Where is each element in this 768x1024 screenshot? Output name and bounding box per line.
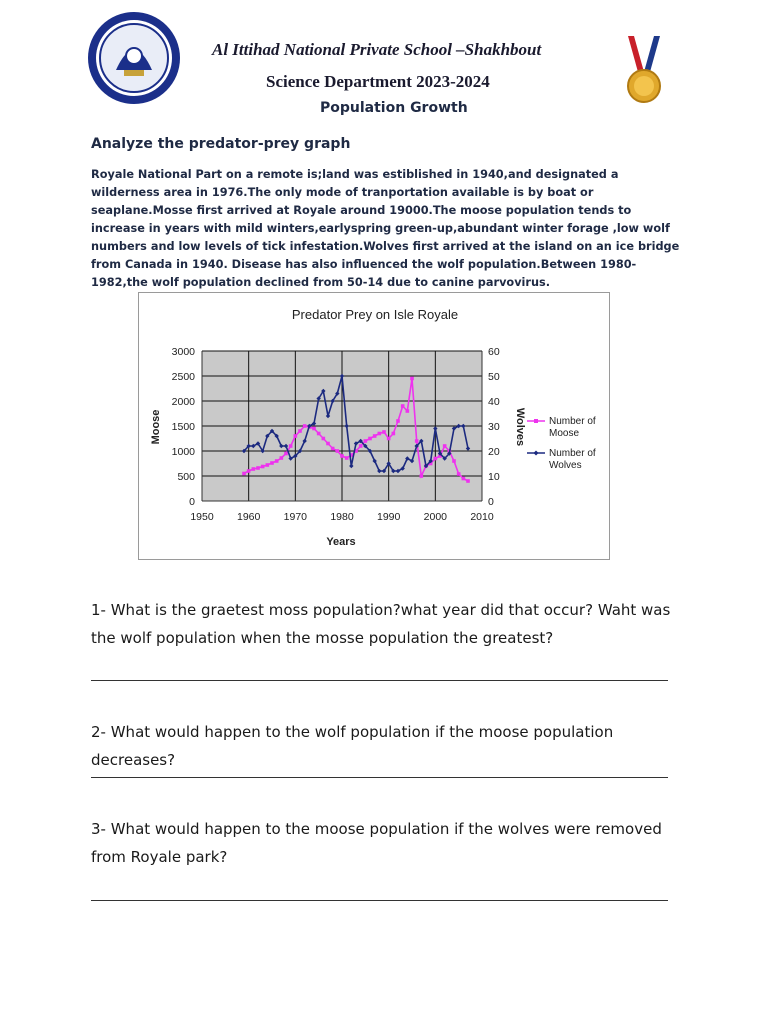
question-3: 3- What would happen to the moose population if the wolves were removed from Royale park? [91,820,662,866]
chart-title: Predator Prey on Isle Royale [291,307,459,322]
moose-point [312,427,316,431]
moose-point [322,437,326,441]
chart-svg [139,293,609,559]
legend-label: Number of [549,416,596,427]
moose-point [406,409,410,413]
school-name: Al Ittihad National Private School –Shakhbout [212,40,542,59]
moose-point [242,472,246,476]
moose-point [401,404,405,408]
moose-point [368,437,372,441]
answer-line-3[interactable] [91,900,668,901]
y-tick-label: 1500 [171,421,195,433]
moose-point [336,449,340,453]
moose-point [387,437,391,441]
x-tick-label: 1990 [376,511,401,523]
moose-point [252,467,256,471]
medal-icon [624,36,664,104]
y2-tick-label: 20 [488,446,500,458]
moose-point [359,444,363,448]
legend-marker [534,419,538,423]
moose-point [303,424,307,428]
legend-marker [534,451,539,456]
moose-point [261,465,265,469]
department-title: Science Department 2023-2024 [266,72,490,91]
y-tick-label: 500 [177,471,195,483]
legend-label: Wolves [549,460,582,471]
moose-point [364,439,368,443]
moose-point [280,456,284,460]
y2-tick-label: 30 [488,421,500,433]
moose-point [466,479,470,483]
y2-tick-label: 50 [488,371,500,383]
x-tick-label: 1950 [190,511,214,523]
moose-point [443,444,447,448]
moose-point [420,474,424,478]
moose-point [382,430,386,434]
moose-point [266,463,270,467]
moose-point [284,452,288,456]
y2-tick-label: 10 [488,471,500,483]
y-tick-label: 3000 [171,346,195,358]
y2-axis-label: Wolves [514,407,526,447]
topic-title: Population Growth [320,100,468,116]
moose-point [298,429,302,433]
moose-point [452,459,456,463]
moose-point [247,469,251,473]
legend-label: Moose [549,428,580,439]
moose-point [415,439,419,443]
y-tick-label: 1000 [171,446,195,458]
question-1: 1- What is the graetest moss population?what year did that occur? Waht was the wolf population when the mosse population the greatest? [91,601,671,647]
y2-tick-label: 0 [488,496,494,508]
question-2: 2- What would happen to the wolf population if the moose population decreases? [91,723,614,769]
moose-point [410,377,414,381]
moose-point [317,432,321,436]
predator-prey-chart [138,292,610,560]
moose-point [326,442,330,446]
y-axis-label: Moose [150,409,162,445]
y-tick-label: 2000 [171,396,195,408]
x-tick-label: 1980 [330,511,354,523]
x-tick-label: 2010 [470,511,494,523]
moose-point [345,456,349,460]
chart-legend [527,416,596,471]
moose-point [396,419,400,423]
moose-point [373,434,377,438]
moose-point [256,466,260,470]
y2-tick-label: 60 [488,346,500,358]
x-tick-label: 1970 [283,511,308,523]
x-axis-label: Years [326,536,356,548]
x-tick-label: 2000 [423,511,448,523]
moose-point [294,434,298,438]
moose-point [340,454,344,458]
moose-point [462,477,466,481]
intro-paragraph: Royale National Part on a remote is;land was estiblished in 1940,and designated a wilderness area in 1976.The only mode of tranportation available is by boat or seaplane.Mosse first arrived at Royale around 19000.The moose population tends to increase in years with mild winters,earlyspring green-up,abundant winter forage ,low wolf numbers and low levels of tick infestation.Wolves first arrived at the island on an ice bridge from Canada in 1940. Disease has also influenced the wolf population.Between 1980-1982,the wolf population declined from 50-14 due to canine parvovirus. [91,168,680,289]
section-heading: Analyze the predator-prey graph [91,136,351,152]
moose-point [275,459,279,463]
y-tick-label: 2500 [171,371,195,383]
moose-point [270,461,274,465]
school-logo [86,10,182,106]
answer-line-2[interactable] [91,777,668,778]
y2-tick-label: 40 [488,396,500,408]
x-tick-label: 1960 [236,511,261,523]
moose-point [457,472,461,476]
moose-point [434,457,438,461]
legend-label: Number of [549,448,596,459]
answer-line-1[interactable] [91,680,668,681]
moose-point [378,432,382,436]
moose-point [331,447,335,451]
moose-point [289,444,293,448]
moose-point [392,432,396,436]
y-tick-label: 0 [189,496,195,508]
